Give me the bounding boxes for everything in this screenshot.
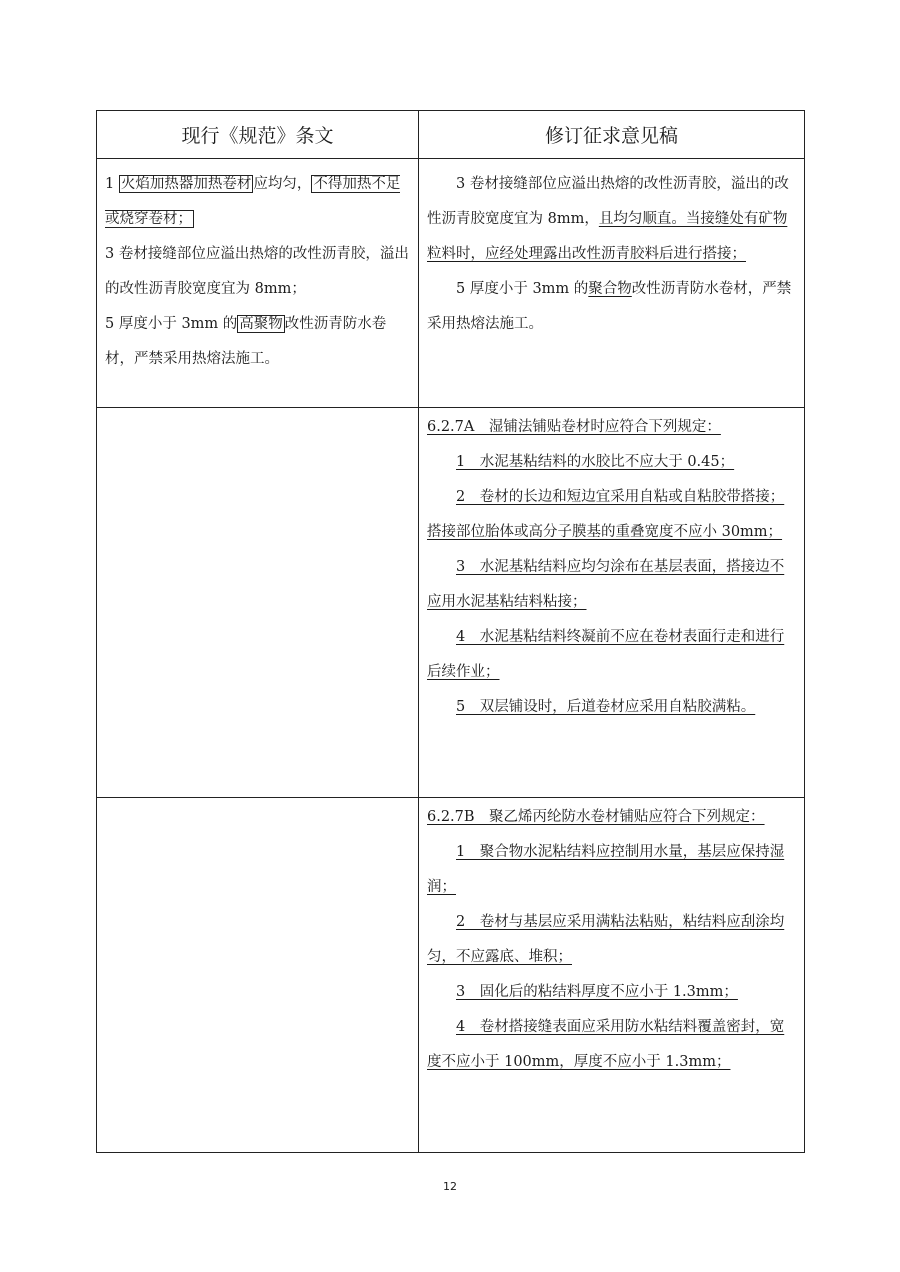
clause-text: 改性沥青防水卷材，严禁采用热熔法施工。 xyxy=(427,281,792,332)
revised-item-3 xyxy=(427,167,798,272)
list-item: 2 卷材的长边和短边宜采用自粘或自粘胶带搭接；搭接部位胎体或高分子膜基的重叠宽度不应小 30mm； xyxy=(427,489,785,540)
underlined-text: 聚合物 xyxy=(588,281,632,297)
underlined-text: 且均匀顺直。当接缝处有矿物粒料时，应经处理露出改性沥青胶料后进行搭接； xyxy=(427,211,788,262)
list-item: 3 水泥基粘结料应均匀涂布在基层表面，搭接边不应用水泥基粘结料粘接； xyxy=(427,559,785,610)
boxed-text: 不得加热不足或烧穿卷材； xyxy=(105,176,401,227)
clause-text: 5 厚度小于 3mm 的 xyxy=(105,316,238,332)
list-item: 4 卷材搭接缝表面应采用防水粘结料覆盖密封，宽度不应小于 100mm，厚度不应小于 1.3mm； xyxy=(427,1019,785,1070)
current-clause-cell xyxy=(97,159,419,408)
comparison-table xyxy=(96,110,805,1153)
table-row xyxy=(97,408,805,798)
list-item: 2 卷材与基层应采用满粘法粘贴，粘结料应刮涂均匀，不应露底、堆积； xyxy=(427,914,785,965)
table-row xyxy=(97,798,805,1153)
current-clause-item-3: 3 卷材接缝部位应溢出热熔的改性沥青胶，溢出的改性沥青胶宽度宜为 8mm； xyxy=(105,246,409,297)
revised-draft-cell xyxy=(419,798,805,1153)
header-revised-draft: 修订征求意见稿 xyxy=(419,111,805,159)
section-title-6-2-7a: 6.2.7A 湿铺法铺贴卷材时应符合下列规定： xyxy=(427,419,721,435)
current-clause-cell-empty xyxy=(97,798,419,1153)
revised-item-5 xyxy=(427,272,798,342)
list-item: 1 聚合物水泥粘结料应控制用水量，基层应保持湿润； xyxy=(427,844,785,895)
list-item: 3 固化后的粘结料厚度不应小于 1.3mm； xyxy=(456,984,738,1000)
current-clause-cell-empty xyxy=(97,408,419,798)
clause-text: 应均匀， xyxy=(253,176,312,192)
table-header-row xyxy=(97,111,805,159)
current-clause-item-1 xyxy=(105,167,412,237)
revised-draft-cell xyxy=(419,408,805,798)
list-item: 5 双层铺设时，后道卷材应采用自粘胶满粘。 xyxy=(456,699,756,715)
clause-text: 5 厚度小于 3mm 的 xyxy=(456,281,589,297)
list-item: 4 水泥基粘结料终凝前不应在卷材表面行走和进行后续作业； xyxy=(427,629,785,680)
page-number: 12 xyxy=(443,1180,457,1193)
table-row xyxy=(97,159,805,408)
current-clause-item-5 xyxy=(105,307,412,377)
clause-text: 3 卷材接缝部位应溢出热熔的改性沥青胶，溢出的改性沥青胶宽度宜为 8mm， xyxy=(427,176,789,227)
list-item: 1 水泥基粘结料的水胶比不应大于 0.45； xyxy=(456,454,735,470)
clause-text: 1 xyxy=(105,176,119,192)
clause-text: 改性沥青防水卷材，严禁采用热熔法施工。 xyxy=(105,316,387,367)
revised-draft-cell xyxy=(419,159,805,408)
section-title-6-2-7b: 6.2.7B 聚乙烯丙纶防水卷材铺贴应符合下列规定： xyxy=(427,809,765,825)
boxed-text: 火焰加热器加热卷材 xyxy=(120,176,252,192)
boxed-text: 高聚物 xyxy=(239,316,283,332)
header-current-clause: 现行《规范》条文 xyxy=(97,111,419,159)
